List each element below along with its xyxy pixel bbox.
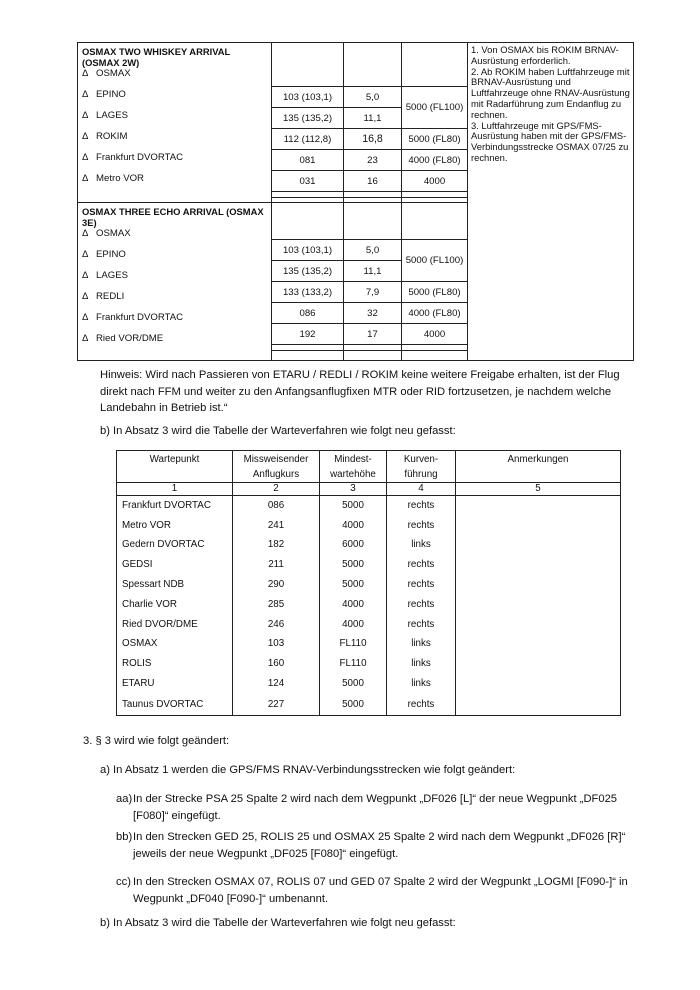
table-row: [117, 594, 621, 614]
header-line: Anmerkungen: [507, 454, 569, 465]
waypoint-name: OSMAX: [96, 68, 131, 79]
cell-wartepunkt: Charlie VOR: [117, 594, 233, 614]
table-row: [117, 693, 621, 715]
altitude-cell: 5000 (FL80): [402, 129, 468, 150]
header-wartepunkt: [117, 451, 233, 483]
header-kurvenfuehrung: [387, 451, 456, 483]
cell-kurve: rechts: [387, 555, 456, 575]
triangle-icon: Δ: [82, 152, 89, 163]
header-anflugkurs: [233, 451, 320, 483]
cell-kurve: rechts: [387, 515, 456, 535]
waypoint-row: [82, 312, 267, 333]
arrival-section-1: [78, 43, 272, 203]
table-row: [117, 535, 621, 555]
header-line: Kurven-: [403, 454, 439, 465]
cell-anmerkungen: [456, 614, 621, 634]
cell-anmerkungen: [456, 634, 621, 654]
waypoint-row: [82, 291, 267, 312]
item-text: In der Strecke PSA 25 Spalte 2 wird nach dem Wegpunkt „DF026 [L]“ der neue Wegpunkt „DF025 [F080]“ eingefügt.: [133, 793, 618, 822]
waypoint-name: EPINO: [96, 249, 126, 260]
hint-paragraph: Hinweis: Wird nach Passieren von ETARU / REDLI / ROKIM keine weitere Freigabe erhalten, ist der Flug direkt nach FFM und weiter zu den Anfangsanflugfixen MTR oder RID fortzusetzen, je nachdem welche Landebahn in Betrieb ist.“: [100, 369, 620, 414]
track-cell: 086: [272, 303, 344, 324]
cell-wartehoehe: 6000: [320, 535, 387, 555]
cell-kurve: rechts: [387, 614, 456, 634]
triangle-icon: Δ: [82, 249, 89, 260]
header-anmerkungen: [456, 451, 621, 483]
column-number: 1: [117, 483, 233, 496]
cell-anmerkungen: [456, 515, 621, 535]
waypoint-name: ROKIM: [96, 131, 128, 142]
cell-anflugkurs: 103: [233, 634, 320, 654]
item-text: In den Strecken GED 25, ROLIS 25 und OSMAX 25 Spalte 2 wird nach dem Wegpunkt „DF026 [R]“ jeweils der neue Wegpunkt „DF025 [F080]“ eingefügt.: [133, 831, 626, 860]
arrival-section-2: [78, 203, 272, 361]
distance-cell: 16: [344, 171, 402, 192]
distance-cell: 17: [344, 324, 402, 345]
track-cell: 135 (135,2): [272, 108, 344, 129]
empty-cell: [344, 203, 402, 240]
cell-anmerkungen: [456, 555, 621, 575]
waypoint-row: [82, 68, 267, 89]
cell-anmerkungen: [456, 654, 621, 674]
triangle-icon: Δ: [82, 89, 89, 100]
triangle-icon: Δ: [82, 173, 89, 184]
waypoint-row: [82, 173, 267, 194]
empty-cell: [402, 351, 468, 361]
cell-wartepunkt: OSMAX: [117, 634, 233, 654]
cell-anflugkurs: 227: [233, 693, 320, 715]
arrival-table: [77, 42, 634, 361]
cell-kurve: rechts: [387, 693, 456, 715]
distance-cell: 7,9: [344, 282, 402, 303]
cell-wartehoehe: FL110: [320, 634, 387, 654]
altitude-cell: 4000 (FL80): [402, 303, 468, 324]
paragraph-cc: [116, 874, 646, 907]
altitude-cell: 5000 (FL100): [402, 240, 468, 282]
distance-cell: 11,1: [344, 108, 402, 129]
distance-cell: 5,0: [344, 87, 402, 108]
cell-kurve: links: [387, 654, 456, 674]
triangle-icon: Δ: [82, 291, 89, 302]
cell-anflugkurs: 241: [233, 515, 320, 535]
cell-anflugkurs: 160: [233, 654, 320, 674]
triangle-icon: Δ: [82, 333, 89, 344]
waypoint-row: [82, 152, 267, 173]
column-number: 4: [387, 483, 456, 496]
waypoint-name: LAGES: [96, 110, 128, 121]
waypoint-name: LAGES: [96, 270, 128, 281]
altitude-cell: 4000 (FL80): [402, 150, 468, 171]
paragraph-3: 3. § 3 wird wie folgt geändert:: [83, 735, 230, 747]
header-line: führung: [404, 469, 438, 480]
waypoint-row: [82, 249, 267, 270]
cell-wartepunkt: Taunus DVORTAC: [117, 693, 233, 715]
waypoint-name: Frankfurt DVORTAC: [96, 152, 184, 163]
cell-anflugkurs: 124: [233, 674, 320, 694]
waypoint-name: Frankfurt DVORTAC: [96, 312, 184, 323]
triangle-icon: Δ: [82, 131, 89, 142]
track-cell: 135 (135,2): [272, 261, 344, 282]
cell-wartepunkt: Gedern DVORTAC: [117, 535, 233, 555]
item-text: In den Strecken OSMAX 07, ROLIS 07 und GED 07 Spalte 2 wird der Wegpunkt „LOGMI [F090-]“ in Wegpunkt „DF040 [F090-]“ umbenannt.: [133, 876, 628, 905]
cell-anflugkurs: 086: [233, 496, 320, 516]
header-wartehoehe: [320, 451, 387, 483]
cell-anflugkurs: 182: [233, 535, 320, 555]
track-cell: 112 (112,8): [272, 129, 344, 150]
altitude-cell: 5000 (FL100): [402, 87, 468, 129]
cell-anflugkurs: 211: [233, 555, 320, 575]
cell-wartehoehe: 5000: [320, 496, 387, 516]
paragraph-aa: [116, 791, 646, 824]
waypoint-row: [82, 228, 267, 249]
track-cell: 133 (133,2): [272, 282, 344, 303]
empty-cell: [272, 43, 344, 87]
cell-anmerkungen: [456, 693, 621, 715]
cell-kurve: rechts: [387, 575, 456, 595]
waypoint-name: OSMAX: [96, 228, 131, 239]
note-3: 3. Luftfahrzeuge mit GPS/FMS-Ausrüstung haben mit der GPS/FMS-Verbindungsstrecke OSMAX 07/25 zu rechnen.: [471, 119, 629, 163]
waypoint-row: [82, 110, 267, 131]
empty-cell: [344, 351, 402, 361]
column-number-row: [117, 483, 621, 496]
triangle-icon: Δ: [82, 110, 89, 121]
empty-cell: [272, 351, 344, 361]
track-cell: 031: [272, 171, 344, 192]
item-label: aa): [116, 793, 133, 805]
cell-anmerkungen: [456, 594, 621, 614]
cell-wartepunkt: ROLIS: [117, 654, 233, 674]
distance-cell: 32: [344, 303, 402, 324]
cell-wartepunkt: GEDSI: [117, 555, 233, 575]
waypoint-name: Ried VOR/DME: [96, 333, 164, 344]
table-row: [117, 496, 621, 516]
distance-cell: 16,8: [344, 129, 402, 150]
distance-cell: 11,1: [344, 261, 402, 282]
track-cell: 081: [272, 150, 344, 171]
track-cell: 103 (103,1): [272, 240, 344, 261]
waypoint-name: Metro VOR: [96, 173, 144, 184]
cell-wartehoehe: FL110: [320, 654, 387, 674]
cell-kurve: links: [387, 535, 456, 555]
header-line: Missweisender: [243, 454, 309, 465]
table-row: [117, 634, 621, 654]
empty-cell: [344, 43, 402, 87]
cell-anflugkurs: 246: [233, 614, 320, 634]
paragraph-a: a) In Absatz 1 werden die GPS/FMS RNAV-Verbindungsstrecken wie folgt geändert:: [100, 764, 516, 776]
triangle-icon: Δ: [82, 312, 89, 323]
cell-wartehoehe: 5000: [320, 575, 387, 595]
cell-wartehoehe: 5000: [320, 693, 387, 715]
column-number: 3: [320, 483, 387, 496]
table-row: [117, 614, 621, 634]
header-line: Mindest-: [334, 454, 372, 465]
notes-cell: [468, 43, 634, 361]
triangle-icon: Δ: [82, 228, 89, 239]
cell-wartepunkt: Frankfurt DVORTAC: [117, 496, 233, 516]
cell-anflugkurs: 290: [233, 575, 320, 595]
table-row: [117, 674, 621, 694]
header-line: wartehöhe: [330, 469, 376, 480]
empty-cell: [402, 43, 468, 87]
cell-kurve: rechts: [387, 496, 456, 516]
table-row: [117, 575, 621, 595]
cell-kurve: rechts: [387, 594, 456, 614]
cell-anmerkungen: [456, 575, 621, 595]
section-title: OSMAX TWO WHISKEY ARRIVAL (OSMAX 2W): [82, 46, 231, 68]
triangle-icon: Δ: [82, 270, 89, 281]
cell-anmerkungen: [456, 496, 621, 516]
item-label: cc): [116, 876, 131, 888]
column-number: 5: [456, 483, 621, 496]
altitude-cell: 4000: [402, 171, 468, 192]
table-row: [117, 515, 621, 535]
cell-wartehoehe: 5000: [320, 555, 387, 575]
holding-table: [116, 450, 621, 716]
empty-cell: [272, 203, 344, 240]
paragraph-b-second: b) In Absatz 3 wird die Tabelle der Warteverfahren wie folgt neu gefasst:: [100, 917, 456, 929]
table-row: [117, 654, 621, 674]
cell-wartepunkt: Ried DVOR/DME: [117, 614, 233, 634]
waypoint-name: EPINO: [96, 89, 126, 100]
note-2: 2. Ab ROKIM haben Luftfahrzeuge mit BRNAV-Ausrüstung und Luftfahrzeuge ohne RNAV-Ausrüstung mit Radarführung zum Endanflug zu rechnen.: [471, 65, 630, 120]
paragraph-bb: [116, 829, 646, 862]
track-cell: 192: [272, 324, 344, 345]
cell-anmerkungen: [456, 674, 621, 694]
section-title: OSMAX THREE ECHO ARRIVAL (OSMAX 3E): [82, 206, 264, 228]
empty-cell: [402, 203, 468, 240]
cell-wartepunkt: ETARU: [117, 674, 233, 694]
altitude-cell: 4000: [402, 324, 468, 345]
table-row: [117, 555, 621, 575]
header-line: Wartepunkt: [149, 454, 200, 465]
cell-wartehoehe: 4000: [320, 515, 387, 535]
cell-kurve: links: [387, 634, 456, 654]
triangle-icon: Δ: [82, 68, 89, 79]
waypoint-row: [82, 131, 267, 152]
waypoint-name: REDLI: [96, 291, 125, 302]
waypoint-row: [82, 89, 267, 110]
column-number: 2: [233, 483, 320, 496]
distance-cell: 23: [344, 150, 402, 171]
distance-cell: 5,0: [344, 240, 402, 261]
waypoint-row: [82, 270, 267, 291]
cell-kurve: links: [387, 674, 456, 694]
cell-anmerkungen: [456, 535, 621, 555]
cell-wartepunkt: Metro VOR: [117, 515, 233, 535]
note-1: 1. Von OSMAX bis ROKIM BRNAV-Ausrüstung erforderlich.: [471, 44, 619, 66]
track-cell: 103 (103,1): [272, 87, 344, 108]
cell-wartehoehe: 5000: [320, 674, 387, 694]
item-label: bb): [116, 831, 133, 843]
cell-wartepunkt: Spessart NDB: [117, 575, 233, 595]
waypoint-row: [82, 333, 267, 354]
altitude-cell: 5000 (FL80): [402, 282, 468, 303]
cell-anflugkurs: 285: [233, 594, 320, 614]
cell-wartehoehe: 4000: [320, 594, 387, 614]
paragraph-b-first: b) In Absatz 3 wird die Tabelle der Warteverfahren wie folgt neu gefasst:: [100, 425, 456, 437]
header-line: Anflugkurs: [252, 469, 300, 480]
cell-wartehoehe: 4000: [320, 614, 387, 634]
